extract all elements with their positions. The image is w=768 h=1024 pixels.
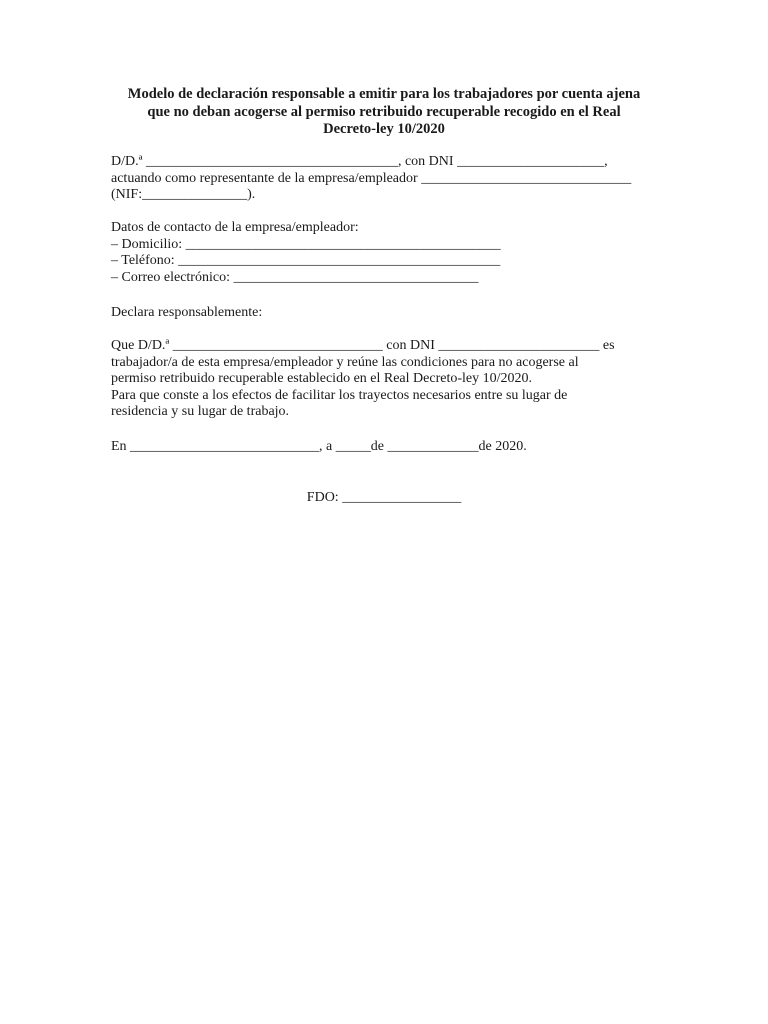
worker-line: Que D/D.ª ______________________________ con DNI _______________________ es <box>111 338 615 353</box>
place-date-line: En ___________________________, a _____de _____________de 2020. <box>111 439 527 454</box>
worker-section <box>111 338 671 421</box>
representative-line: D/D.ª ____________________________________, con DNI _____________________, <box>111 154 608 169</box>
contact-address-line: – Domicilio: _____________________________________________ <box>111 236 501 252</box>
declaration-intro: Declara responsablemente: <box>111 305 263 320</box>
representative-line: (NIF:_______________). <box>111 187 256 202</box>
declaration-intro-section <box>111 305 671 322</box>
worker-line: residencia y su lugar de trabajo. <box>111 404 290 419</box>
contact-section <box>111 220 671 286</box>
title-line: Decreto-ley 10/2020 <box>323 121 445 137</box>
document-title <box>100 86 668 139</box>
worker-line: trabajador/a de esta empresa/empleador y reúne las condiciones para no acogerse al <box>111 354 579 370</box>
title-line: Modelo de declaración responsable a emitir para los trabajadores por cuenta ajena <box>127 86 641 102</box>
signature-line: FDO: _________________ <box>306 490 462 505</box>
place-date-section <box>111 439 671 456</box>
contact-phone-line: – Teléfono: ______________________________________________ <box>111 253 501 268</box>
title-line: que no deban acogerse al permiso retribuido recuperable recogido en el Real <box>147 103 621 120</box>
signature-section <box>0 490 768 507</box>
representative-line: actuando como representante de la empresa/empleador ______________________________ <box>111 170 632 186</box>
worker-line: Para que conste a los efectos de facilitar los trayectos necesarios entre su lugar de <box>111 387 568 403</box>
contact-heading: Datos de contacto de la empresa/empleador: <box>111 220 359 235</box>
contact-email-line: – Correo electrónico: ___________________________________ <box>111 269 479 285</box>
representative-section <box>111 154 671 204</box>
worker-line: permiso retribuido recuperable establecido en el Real Decreto-ley 10/2020. <box>111 371 532 386</box>
